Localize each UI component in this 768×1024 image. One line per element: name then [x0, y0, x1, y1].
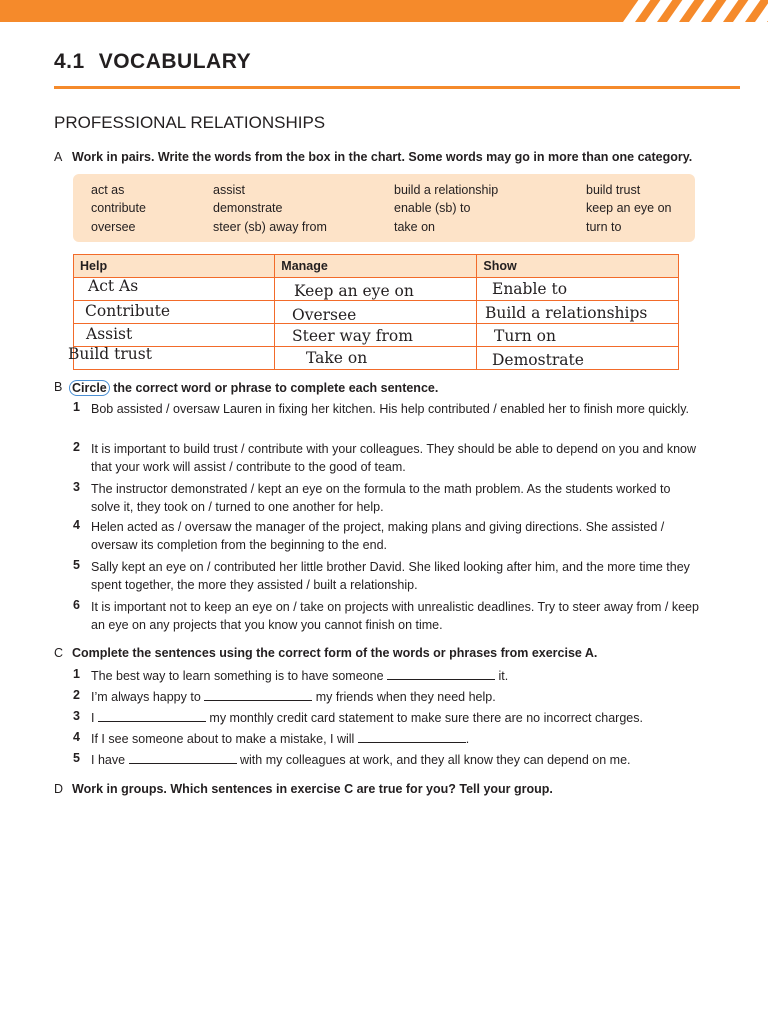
page-subtitle: PROFESSIONAL RELATIONSHIPS: [54, 113, 326, 132]
exercise-letter: A: [54, 150, 63, 164]
handwritten-answer: Oversee: [292, 306, 357, 324]
heading-rule: [54, 86, 740, 89]
word-item: act as: [91, 183, 125, 197]
word-item: contribute: [91, 201, 146, 215]
section-heading: [54, 50, 251, 74]
handwritten-answer: Contribute: [85, 302, 171, 320]
handwritten-answer: Enable to: [492, 280, 568, 298]
exercise-letter: C: [54, 646, 64, 660]
chart-header-show: Show: [477, 255, 679, 278]
word-item: keep an eye on: [586, 201, 672, 215]
exercise-instruction: the correct word or phrase to complete each sentence.: [109, 381, 439, 395]
sentence-text: Sally kept an eye on / contributed her little brother David. She liked looking after him, and the more time they spent together, the more they assisted / built a relationship.: [91, 560, 690, 592]
answer-blank[interactable]: [387, 667, 495, 680]
handwritten-answer: Build a relationships: [485, 304, 648, 322]
word-item: build a relationship: [394, 183, 499, 197]
exercise-instruction: Complete the sentences using the correct form of the words or phrases from exercise A.: [72, 646, 598, 660]
exercise-instruction: Work in groups. Which sentences in exercise C are true for you? Tell your group.: [72, 782, 553, 796]
handwritten-answer: Build trust: [68, 345, 152, 363]
word-item: turn to: [586, 220, 622, 234]
handwritten-answer: Act As: [88, 277, 139, 295]
word-item: steer (sb) away from: [213, 220, 327, 234]
sentence-text: It is important not to keep an eye on / take on projects with unrealistic deadlines. Try to steer away from / keep an eye on any projects that you know you cannot finish on time.: [91, 600, 699, 632]
handwritten-answer: Steer way from: [292, 327, 413, 345]
word-box: [73, 174, 695, 242]
handwritten-answer: Demostrate: [492, 351, 584, 369]
chart-header-manage: Manage: [275, 255, 477, 278]
word-item: take on: [394, 220, 436, 234]
sentence-text: Bob assisted / oversaw Lauren in fixing her kitchen. His help contributed / enabled her to finish more quickly.: [91, 402, 690, 416]
exercise-letter: B: [54, 380, 63, 394]
section-title: VOCABULARY: [98, 50, 252, 73]
circled-word: Circle: [69, 380, 110, 396]
word-item: enable (sb) to: [394, 201, 471, 215]
answer-blank[interactable]: [358, 730, 466, 743]
handwritten-answer: Keep an eye on: [294, 282, 414, 300]
answer-blank[interactable]: [98, 709, 206, 722]
word-item: oversee: [91, 220, 136, 234]
handwritten-answer: Take on: [306, 349, 368, 367]
top-banner: [0, 0, 768, 22]
word-item: demonstrate: [213, 201, 283, 215]
section-number: 4.1: [54, 50, 85, 73]
word-item: build trust: [586, 183, 641, 197]
handwritten-answer: Turn on: [494, 327, 556, 345]
word-item: assist: [213, 183, 245, 197]
answer-blank[interactable]: [129, 751, 237, 764]
sentence-text: It is important to build trust / contribute with your colleagues. They should be able to depend on you and know that your work will assist / contribute to the good of team.: [91, 442, 696, 474]
exercise-letter: D: [54, 782, 64, 796]
sentence-text: Helen acted as / oversaw the manager of the project, making plans and giving directions. She assisted / oversaw its completion from the beginning to the end.: [91, 520, 665, 552]
exercise-instruction: Work in pairs. Write the words from the box in the chart. Some words may go in more than one category.: [72, 150, 693, 164]
sentence-text: The instructor demonstrated / kept an eye on the formula to the math problem. As the students worked to solve it, they took on / turned to one another for help.: [91, 482, 671, 514]
handwritten-answer: Assist: [86, 325, 133, 343]
answer-blank[interactable]: [204, 688, 312, 701]
chart-header-help: Help: [74, 255, 275, 278]
